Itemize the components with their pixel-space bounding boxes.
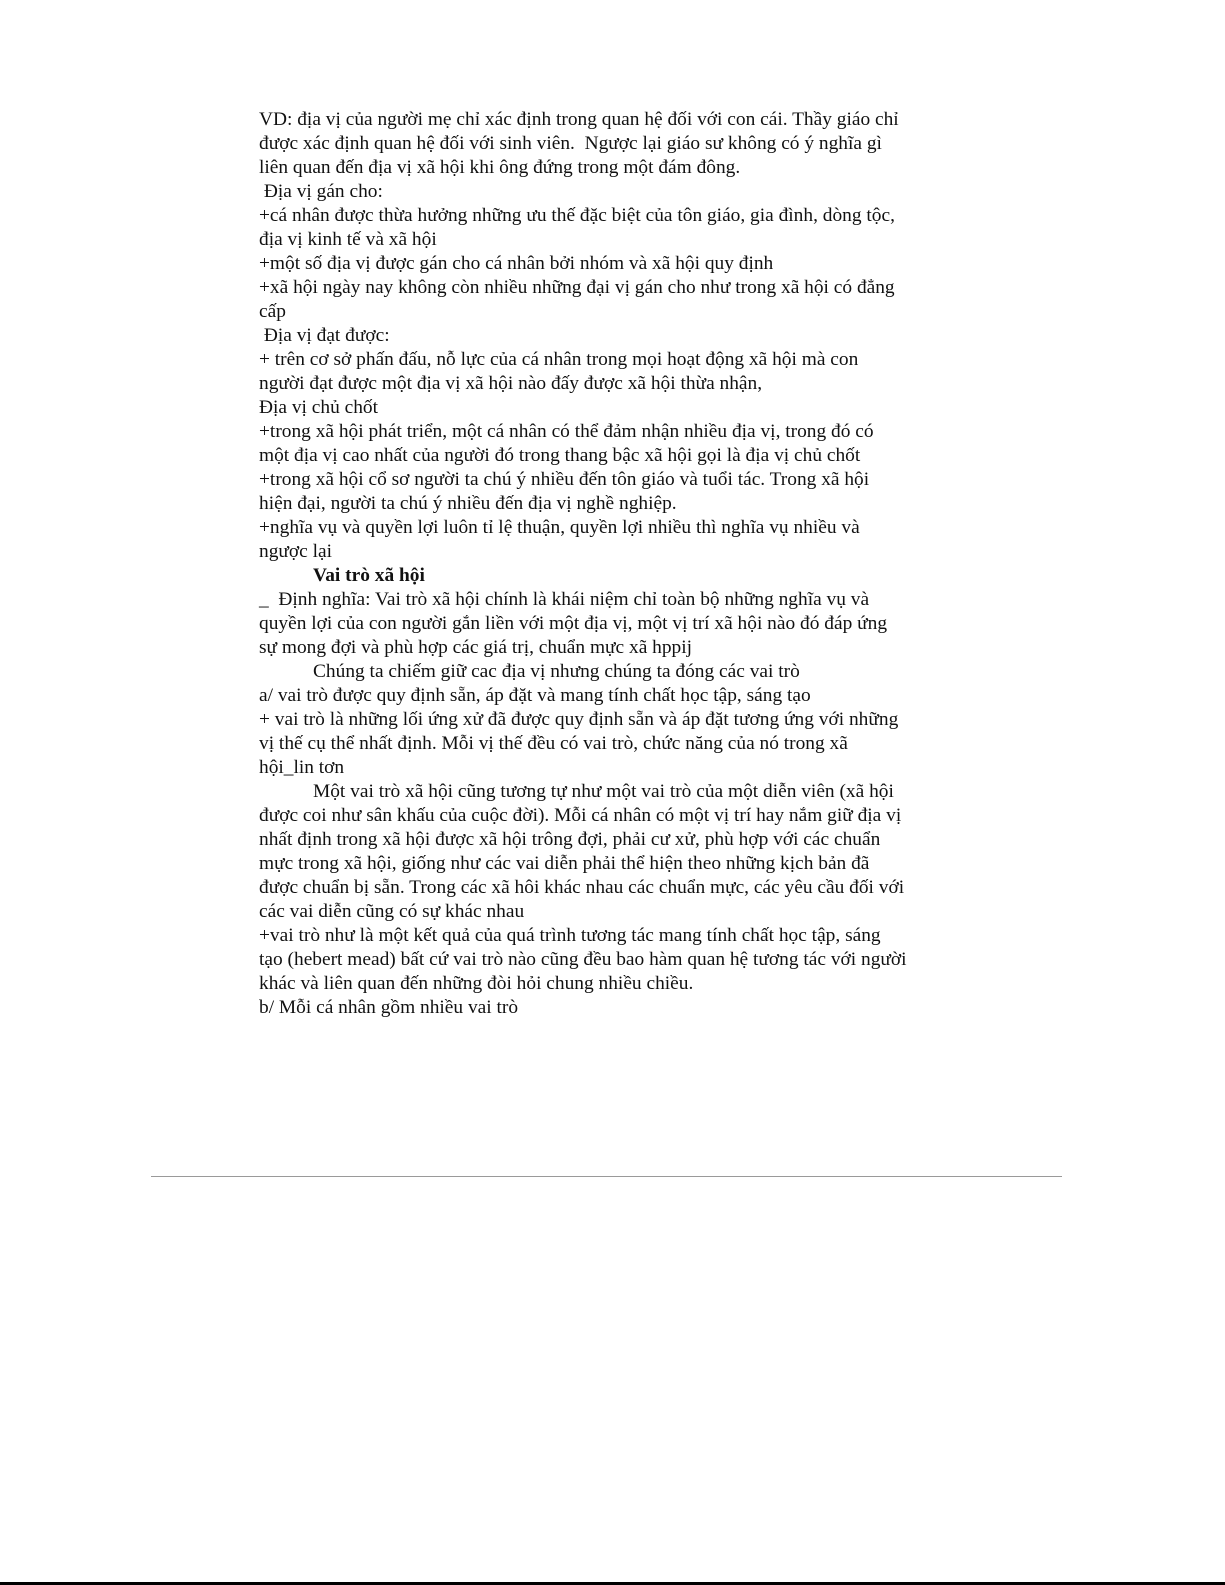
text-line: Chúng ta chiếm giữ cac địa vị nhưng chúng ta đóng các vai trò [313, 661, 800, 682]
text-line: quyền lợi của con người gắn liền với một địa vị, một vị trí xã hội nào đó đáp ứng [259, 613, 888, 634]
text-line: hội_lin tơn [259, 757, 345, 778]
text-line: +trong xã hội phát triển, một cá nhân có thể đảm nhận nhiều địa vị, trong đó có [259, 421, 874, 442]
text-line: liên quan đến địa vị xã hội khi ông đứng trong một đám đông. [259, 157, 741, 178]
text-line: được chuẩn bị sẵn. Trong các xã hôi khác nhau các chuẩn mực, các yêu cầu đối với [259, 877, 905, 898]
text-line: +trong xã hội cổ sơ người ta chú ý nhiều đến tôn giáo và tuổi tác. Trong xã hội [259, 469, 870, 490]
text-line: +một số địa vị được gán cho cá nhân bởi nhóm và xã hội quy định [259, 253, 774, 274]
page-divider [151, 1176, 1062, 1177]
text-line: +xã hội ngày nay không còn nhiều những đại vị gán cho như trong xã hội có đẳng [259, 277, 895, 298]
text-line: + vai trò là những lối ứng xử đã được quy định sẵn và áp đặt tương ứng với những [259, 709, 899, 730]
text-line: tạo (hebert mead) bất cứ vai trò nào cũng đều bao hàm quan hệ tương tác với người [259, 949, 907, 970]
text-line: sự mong đợi và phù hợp các giá trị, chuẩn mực xã hppij [259, 637, 693, 658]
text-line: nhất định trong xã hội được xã hội trông đợi, phải cư xử, phù hợp với các chuẩn [259, 829, 881, 850]
text-line: Địa vị chủ chốt [259, 397, 379, 418]
text-line: được xác định quan hệ đối với sinh viên. Ngược lại giáo sư không có ý nghĩa gì [259, 133, 882, 154]
text-line: +vai trò như là một kết quả của quá trình tương tác mang tính chất học tập, sáng [259, 925, 881, 946]
section-heading: Vai trò xã hội [313, 565, 425, 586]
text-line: Địa vị gán cho: [259, 181, 383, 202]
text-line: được coi như sân khấu của cuộc đời). Mỗi cá nhân có một vị trí hay nắm giữ địa vị [259, 805, 902, 826]
text-line: Một vai trò xã hội cũng tương tự như một vai trò của một diễn viên (xã hội [313, 781, 894, 802]
text-line: các vai diễn cũng có sự khác nhau [259, 901, 525, 922]
document-body [259, 108, 979, 1020]
text-line: VD: địa vị của người mẹ chỉ xác định trong quan hệ đối với con cái. Thầy giáo chỉ [259, 109, 899, 130]
text-line: mực trong xã hội, giống như các vai diễn phải thể hiện theo những kịch bản đã [259, 853, 870, 874]
text-line: địa vị kinh tế và xã hội [259, 229, 437, 250]
text-line: cấp [259, 301, 286, 322]
text-line: khác và liên quan đến những đòi hỏi chung nhiều chiều. [259, 973, 694, 994]
text-line: b/ Mỗi cá nhân gồm nhiều vai trò [259, 997, 519, 1018]
text-line: hiện đại, người ta chú ý nhiều đến địa vị nghề nghiệp. [259, 493, 677, 514]
text-line: Địa vị đạt được: [259, 325, 390, 346]
text-line: a/ vai trò được quy định sẵn, áp đặt và mang tính chất học tập, sáng tạo [259, 685, 811, 706]
text-line: vị thế cụ thể nhất định. Mỗi vị thế đều có vai trò, chức năng của nó trong xã [259, 733, 848, 754]
text-line: người đạt được một địa vị xã hội nào đấy được xã hội thừa nhận, [259, 373, 763, 394]
text-line: +cá nhân được thừa hưởng những ưu thế đặc biệt của tôn giáo, gia đình, dòng tộc, [259, 205, 895, 226]
text-line: ngược lại [259, 541, 332, 562]
text-line: một địa vị cao nhất của người đó trong thang bậc xã hội gọi là địa vị chủ chốt [259, 445, 861, 466]
text-line: +nghĩa vụ và quyền lợi luôn tỉ lệ thuận, quyền lợi nhiều thì nghĩa vụ nhiều và [259, 517, 860, 538]
text-line: + trên cơ sở phấn đấu, nỗ lực của cá nhân trong mọi hoạt động xã hội mà con [259, 349, 859, 370]
text-line: _ Định nghĩa: Vai trò xã hội chính là khái niệm chỉ toàn bộ những nghĩa vụ và [259, 589, 870, 610]
